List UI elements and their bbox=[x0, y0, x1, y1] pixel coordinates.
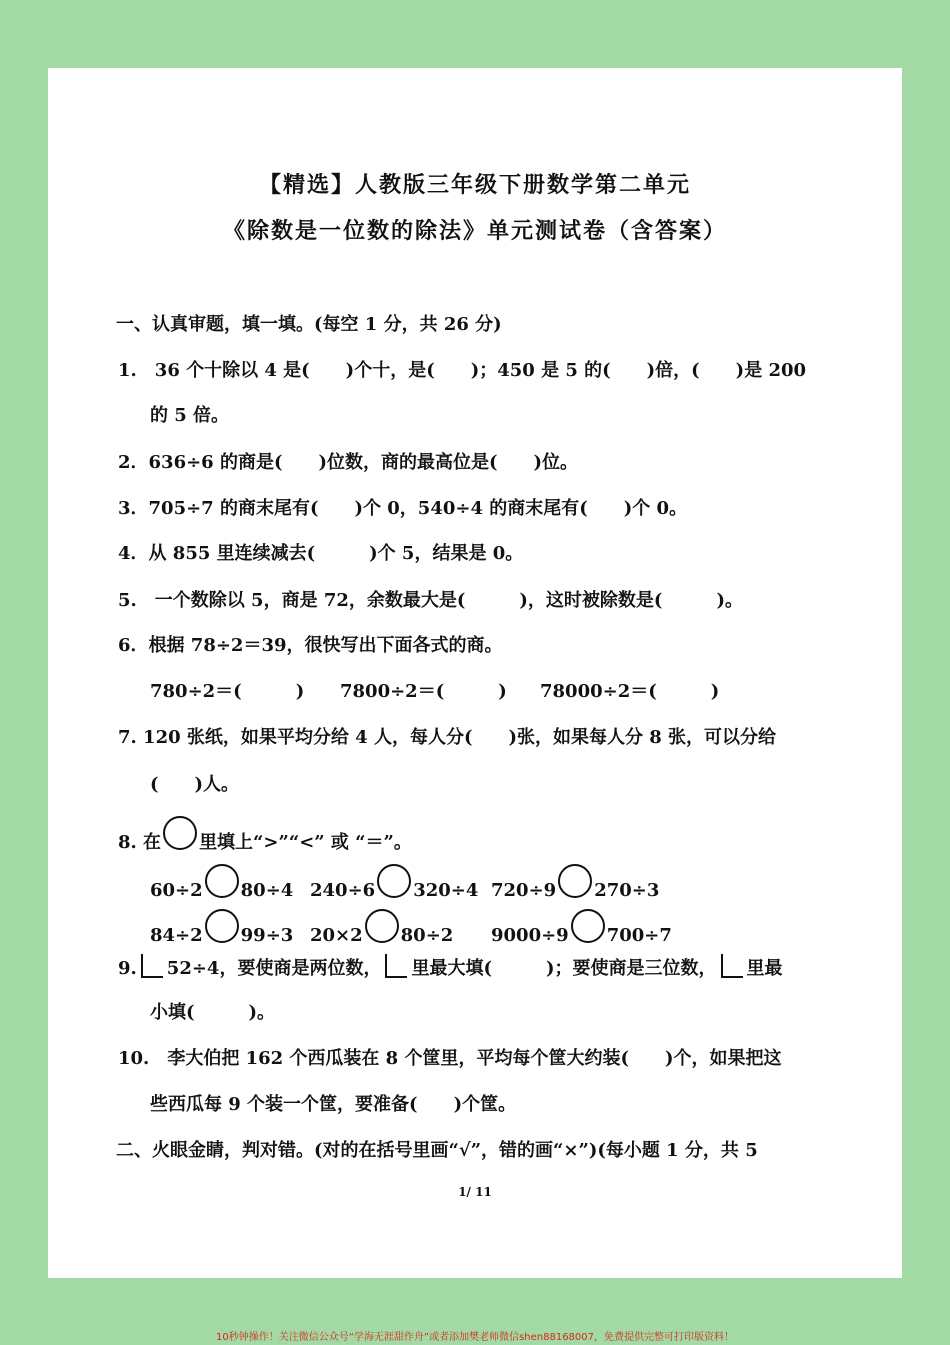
section-1-heading: 一、认真审题，填一填。(每空 1 分，共 26 分) bbox=[116, 314, 502, 335]
footer-promo: 10秒钟操作！关注微信公众号“学海无涯甜作舟”或者添加樊老师微信shen88168007，免费提供完整可打印版资料！ bbox=[215, 1332, 735, 1343]
q8-row2-item2 bbox=[310, 909, 453, 946]
document-page bbox=[48, 68, 902, 1278]
q8-row2-item3 bbox=[491, 909, 672, 946]
q6-item-1: 780÷2＝( ) bbox=[150, 681, 305, 702]
q9-text-3: 里最 bbox=[746, 958, 783, 979]
title-line-2: 《除数是一位数的除法》单元测试卷（含答案） bbox=[222, 218, 727, 244]
q8-suffix: 里填上“>”“<” 或 “＝”。 bbox=[199, 832, 412, 853]
question-5: 5. 一个数除以 5，商是 72，余数最大是( )，这时被除数是( )。 bbox=[118, 590, 743, 611]
expr-right: 320÷4 bbox=[413, 880, 479, 901]
blank-box[interactable] bbox=[141, 954, 163, 978]
compare-circle[interactable] bbox=[205, 909, 239, 943]
question-2: 2．636÷6 的商是( )位数，商的最高位是( )位。 bbox=[118, 452, 579, 473]
section-2-heading: 二、火眼金睛，判对错。(对的在括号里画“√”，错的画“×”)(每小题 1 分，共 5 bbox=[116, 1140, 758, 1161]
question-7-line-1: 7. 120 张纸，如果平均分给 4 人，每人分( )张，如果每人分 8 张，可以分给 bbox=[118, 727, 777, 748]
expr-left: 20×2 bbox=[310, 925, 363, 946]
q6-item-2: 7800÷2＝( ) bbox=[340, 681, 507, 702]
q9-number: 9. bbox=[118, 958, 137, 979]
blank-box bbox=[385, 954, 407, 978]
q8-row1-item1 bbox=[150, 864, 293, 901]
question-9-line-1 bbox=[118, 954, 783, 980]
q8-prefix: 8. 在 bbox=[118, 832, 162, 853]
expr-left: 720÷9 bbox=[491, 880, 557, 901]
expr-left: 84÷2 bbox=[150, 925, 203, 946]
compare-circle bbox=[163, 816, 197, 850]
question-10-line-1: 10. 李大伯把 162 个西瓜装在 8 个筐里，平均每个筐大约装( )个，如果把这 bbox=[118, 1048, 782, 1069]
title-line-1: 【精选】人教版三年级下册数学第二单元 bbox=[258, 172, 691, 198]
expr-left: 9000÷9 bbox=[491, 925, 569, 946]
question-9-line-2: 小填( )。 bbox=[150, 1002, 276, 1023]
compare-circle[interactable] bbox=[571, 909, 605, 943]
expr-right: 270÷3 bbox=[594, 880, 660, 901]
page-number: 1/ 11 bbox=[458, 1185, 492, 1199]
expr-right: 99÷3 bbox=[240, 925, 294, 946]
q9-text-1: 52÷4，要使商是两位数， bbox=[166, 958, 382, 979]
expr-right: 80÷2 bbox=[400, 925, 454, 946]
question-10-line-2: 些西瓜每 9 个装一个筐，要准备( )个筐。 bbox=[150, 1094, 517, 1115]
compare-circle[interactable] bbox=[377, 864, 411, 898]
expr-right: 80÷4 bbox=[240, 880, 294, 901]
question-4: 4．从 855 里连续减去( )个 5，结果是 0。 bbox=[118, 543, 524, 564]
compare-circle[interactable] bbox=[365, 909, 399, 943]
question-6-line-1: 6．根据 78÷2＝39，很快写出下面各式的商。 bbox=[118, 635, 503, 656]
q8-row1-item2 bbox=[310, 864, 478, 901]
question-1-line-2: 的 5 倍。 bbox=[150, 405, 230, 426]
question-1-line-1: 1. 36 个十除以 4 是( )个十，是( )；450 是 5 的( )倍，( )是 200 bbox=[118, 360, 807, 381]
compare-circle[interactable] bbox=[205, 864, 239, 898]
expr-left: 240÷6 bbox=[310, 880, 376, 901]
blank-box bbox=[721, 954, 743, 978]
compare-circle[interactable] bbox=[558, 864, 592, 898]
expr-left: 60÷2 bbox=[150, 880, 203, 901]
question-3: 3．705÷7 的商末尾有( )个 0，540÷4 的商末尾有( )个 0。 bbox=[118, 498, 688, 519]
q6-item-3: 78000÷2＝( ) bbox=[540, 681, 720, 702]
q8-row2-item1 bbox=[150, 909, 293, 946]
question-7-line-2: ( )人。 bbox=[150, 774, 240, 795]
question-8-line-1 bbox=[118, 816, 412, 854]
q8-row1-item3 bbox=[491, 864, 659, 901]
expr-right: 700÷7 bbox=[606, 925, 672, 946]
q9-text-2: 里最大填( )；要使商是三位数， bbox=[411, 958, 717, 979]
